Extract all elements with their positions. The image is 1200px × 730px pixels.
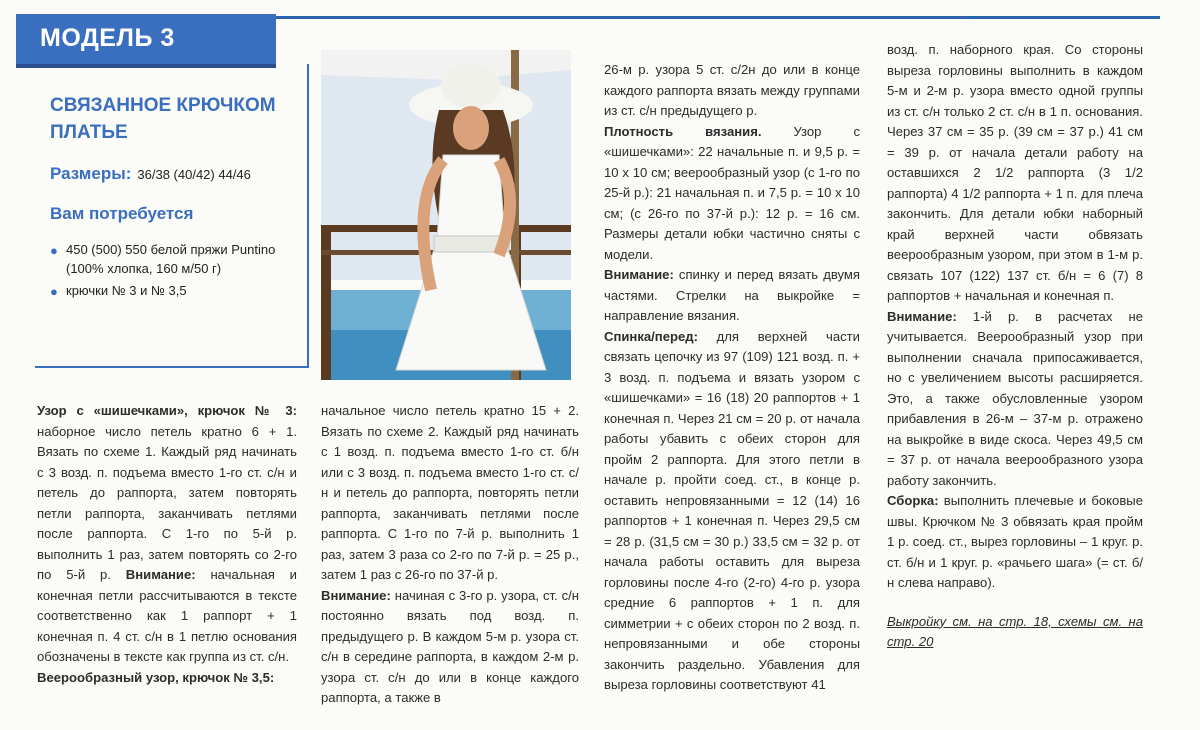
sizes-value: 36/38 (40/42) 44/46	[137, 167, 251, 182]
paragraph: 26-м р. узора 5 ст. с/2н до или в конце каждого раппорта вязать между группами из ст. с/н предыдущего р.	[604, 62, 860, 118]
text-column-4	[887, 40, 1143, 653]
sizes-line	[50, 164, 251, 184]
sizes-label: Размеры:	[50, 164, 132, 183]
paragraph: Узор с «шишечками», крючок № 3: наборное число петель кратно 6 + 1. Вязать по схеме 1. Каждый ряд начинать с 3 возд. п. подъема вместо 1-го ст. с/н и петель до раппорта, затем повторять петли раппорта, заканчивать петлями после раппорта. С 1-го по 5-й р. выполнить 1 раз, затем повторять со 2-го по 5-й р. Внимание: начальная и конечная петли рассчитываются в тексте соответственно как 1 раппорт + 1 конечная п. 4 ст. с/н в 1 петлю основания обозначены в тексте как группа из ст. с/н.	[37, 403, 297, 664]
hat-crown	[441, 64, 501, 108]
paragraph: Внимание: спинку и перед вязать двумя частями. Стрелки на выкройке = направление вязания.	[604, 267, 860, 323]
article-title: СВЯЗАННОЕ КРЮЧКОМ ПЛАТЬЕ	[50, 95, 276, 143]
bullet-icon: ●	[50, 284, 58, 299]
paragraph: Спинка/перед: для верхней части связать цепочку из 97 (109) 121 возд. п. + 3 возд. п. подъема и вязать узором с «шишечками» = 16 (18) 20 раппортов + 1 конечная п. Через 21 см = 20 р. от начала работы убавить с обеих сторон для пройм 2 раппорта. Для этого петли в начале р. пройти соед. ст., в конце р. оставить непровязанными = 12 (14) 16 раппортов + 1 конечная п. Через 29,5 см = 28 р. (31,5 см = 30 р.) 33,5 см = 32 р. от начала работы оставить для выреза горловины после 4-го (2-го) 4-го р. узора средние 6 раппортов + 1 п. для симметрии + с обеих сторон по 2 возд. п. непровязанными и обе стороны закончить раздельно. Убавления для выреза горловины соответствуют 41	[604, 328, 860, 692]
paragraph: Веерообразный узор, крючок № 3,5:	[37, 669, 275, 685]
paragraph: начальное число петель кратно 15 + 2. Вязать по схеме 2. Каждый ряд начинать с 1 возд. п. подъема вместо 1-го ст. б/н или с 3 возд. п. подъема вместо 1-го ст. с/н и петель до раппорта, повторять петли раппорта, заканчивать петлями после раппорта. С 1-го по 7-й р. выполнить 1 раз, затем 3 раза со 2-го по 7-й р. = 25 р., затем 1 раз с 26-го по 37-й р.	[321, 403, 579, 582]
materials-heading: Вам потребуется	[50, 204, 194, 223]
face	[453, 106, 489, 150]
model-label: МОДЕЛЬ 3	[40, 24, 175, 52]
materials-item: ● крючки № 3 и № 3,5	[50, 283, 187, 299]
railing-post	[321, 225, 331, 380]
dress-model-photo	[321, 50, 571, 380]
paragraph: Внимание: начиная с 3-го р. узора, ст. с/н постоянно вязать под возд. п. предыдущего р. В каждом 5-м р. узора ст. с/н в середине раппорта, в каждом 2-м р. узора ст. с/н до или в конце каждого раппорта, а также в	[321, 587, 579, 705]
paragraph: Сборка: выполнить плечевые и боковые швы. Крючком № 3 обвязать края пройм 1 р. соед. ст., вырез горловины – 1 круг. р. ст. б/н и 1 круг. р. «рачьего шага» (= ст. б/н слева направо).	[887, 493, 1143, 590]
text-column-1	[37, 401, 297, 688]
model-ribbon	[16, 14, 276, 68]
text-column-3	[604, 60, 860, 696]
materials-item: ● 450 (500) 550 белой пряжи Puntino (100% хлопка, 160 м/50 г)	[50, 242, 276, 276]
pattern-reference-link[interactable]: Выкройку см. на стр. 18, схемы см. на стр. 20	[887, 613, 1143, 649]
decorative-mark: ·	[960, 11, 964, 22]
bullet-icon: ●	[50, 243, 58, 258]
paragraph: Внимание: 1-й р. в расчетах не учитывается. Веерообразный узор при выполнении сначала припосаживается, но с увеличением высоты расширяется. Это, а также обусловленные узором прибавления в 26-м – 37-м р. отражено на выкройке в виде скоса. Через 49,5 см = 37 р. от начала веерообразного узора работу закончить.	[887, 308, 1143, 488]
paragraph: Плотность вязания. Узор с «шишечками»: 22 начальные п. и 9,5 р. = 10 х 10 см; веерообразный узор (с 1-го по 25-й р.): 21 начальная п. и 7,5 р. = 10 х 10 см; (с 26-го по 37-й р.): 12 р. = 16 см. Размеры детали юбки частично сняты с модели.	[604, 123, 860, 262]
paragraph: возд. п. наборного края. Со стороны выреза горловины выполнить в каждом 5-м и 2-м р. узора вместо одной группы из ст. с/н только 2 ст. с/н в 1 п. основания. Через 37 см = 35 р. (39 см = 37 р.) 41 см = 39 р. от начала детали работу на оставшихся 2 1/2 раппорта (3 1/2 раппорта) 4 1/2 раппорта + 1 п. для плеча закончить. Для детали юбки наборный край верхней части обвязать веерообразным узором, при этом в 1-м р. связать 107 (122) 137 ст. б/н = 6 (7) 8 раппортов + начальная и конечная п.	[887, 42, 1143, 303]
header-rule	[240, 16, 1160, 19]
materials-list	[50, 240, 300, 303]
text-column-2	[321, 401, 579, 709]
